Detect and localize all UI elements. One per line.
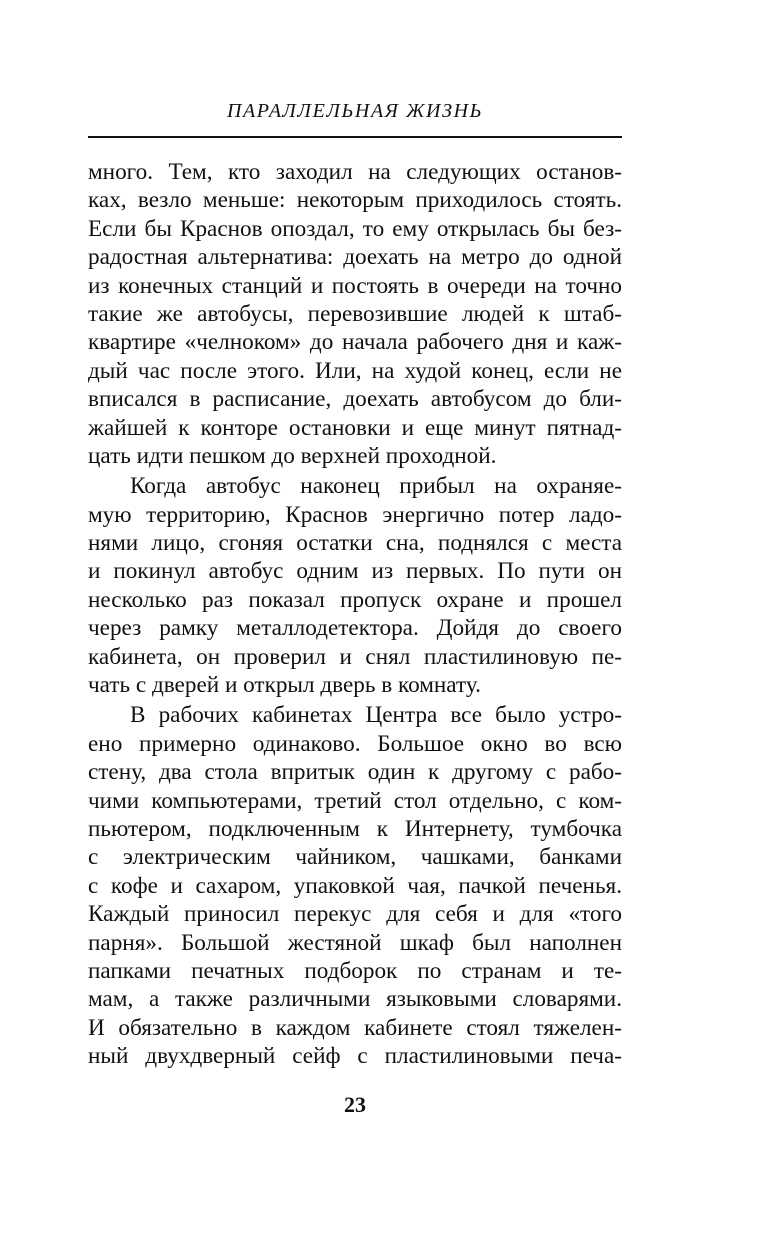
text-line: ках, везло меньше: некоторым приходилось стоять. xyxy=(88,187,622,214)
text-line: В рабочих кабинетах Центра все было устро- xyxy=(130,702,622,729)
paragraph xyxy=(88,158,622,470)
running-head-title: ПАРАЛЛЕЛЬНАЯ ЖИЗНЬ xyxy=(226,100,484,122)
text-line: и покинул автобус одним из первых. По пути он xyxy=(88,558,622,585)
text-line: пьютером, подключенным к Интернету, тумбочка xyxy=(88,815,622,842)
text-line: вписался в расписание, доехать автобусом до бли- xyxy=(88,386,622,413)
text-line: парня». Большой жестяной шкаф был наполнен xyxy=(88,929,622,956)
text-line: папками печатных подборок по странам и те- xyxy=(88,957,622,984)
text-line: такие же автобусы, перевозившие людей к штаб- xyxy=(88,300,622,327)
paragraph xyxy=(88,472,622,699)
text-line: Каждый приносил перекус для себя и для «того xyxy=(88,901,622,928)
text-line: чими компьютерами, третий стол отдельно, с ком- xyxy=(88,787,622,814)
text-line: мую территорию, Краснов энергично потер ладо- xyxy=(88,501,622,528)
text-line: из конечных станций и постоять в очереди на точно xyxy=(88,272,622,299)
text-line: И обязательно в каждом кабинете стоял тяжелен- xyxy=(88,1014,622,1041)
text-line: с электрическим чайником, чашками, банками xyxy=(88,844,622,871)
text-line: нями лицо, сгоняя остатки сна, поднялся с места xyxy=(88,530,622,557)
paragraph xyxy=(88,701,622,1070)
text-line: чать с дверей и открыл дверь в комнату. xyxy=(88,672,481,699)
body-text xyxy=(88,158,622,1071)
text-line: жайшей к конторе остановки и еще минут пятнад- xyxy=(88,414,622,441)
text-line: несколько раз показал пропуск охране и прошел xyxy=(88,586,622,613)
text-line: мам, а также различными языковыми словарями. xyxy=(88,986,622,1013)
text-line: Когда автобус наконец прибыл на охраняе- xyxy=(130,473,622,500)
text-line: ено примерно одинаково. Большое окно во всю xyxy=(88,730,622,757)
text-line: с кофе и сахаром, упаковкой чая, пачкой печенья. xyxy=(88,872,622,899)
text-line: стену, два стола впритык один к другому с рабо- xyxy=(88,759,622,786)
text-line: Если бы Краснов опоздал, то ему открылась бы без- xyxy=(88,215,622,242)
text-line: кабинета, он проверил и снял пластилиновую пе- xyxy=(88,643,622,670)
text-line: дый час после этого. Или, на худой конец, если не xyxy=(88,357,622,384)
text-line: через рамку металлодетектора. Дойдя до своего xyxy=(88,615,622,642)
page-number: 23 xyxy=(344,1092,366,1117)
text-line: цать идти пешком до верхней проходной. xyxy=(88,442,497,469)
text-line: радостная альтернатива: доехать на метро до одной xyxy=(88,244,622,271)
text-line: ный двухдверный сейф с пластилиновыми печа- xyxy=(88,1043,622,1070)
text-line: много. Тем, кто заходил на следующих останов- xyxy=(88,159,622,185)
text-line: квартире «челноком» до начала рабочего дня и каж- xyxy=(88,329,622,356)
header-rule xyxy=(88,136,622,138)
